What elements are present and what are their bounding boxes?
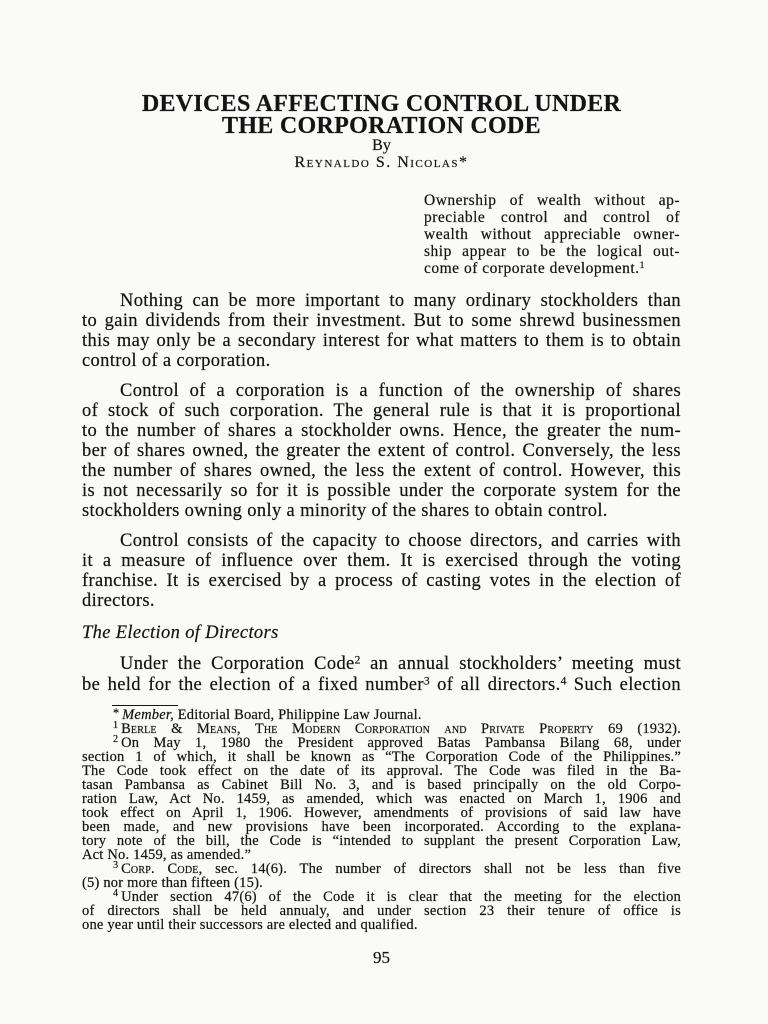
footnote [82,890,681,932]
page-number: 95 [373,948,390,967]
body-line [82,654,681,675]
body-line: Control consists of the capacity to choose directors, and carries with [120,531,681,551]
footnote-text: 69 (1932). [593,721,681,737]
footnote [82,736,681,862]
footnote-line [82,722,681,736]
cited-source: Corp. Code [121,861,199,877]
footnote-text: Editorial Board, Philippine Law Journal. [173,707,422,723]
footnote-line [82,862,681,876]
epigraph-line: ship appear to be the logical out- [424,243,680,260]
body-line: this may only be a secondary interest for what matters to them is to obtain [82,331,681,351]
footnote-line: Act No. 1459, as amended.” [82,847,252,863]
body-line: to the number of shares a stockholder owns. Hence, the greater the num- [82,421,681,441]
footnote-line: The Code took effect on the date of its approval. The Code was filed in the Ba- [82,763,681,779]
body-line: of stock of such corporation. The general rule is that it is proportional [82,401,681,421]
article-title [82,93,681,137]
footnote-mark: 3 [113,860,119,872]
body-line: it a measure of influence over them. It is exercised through the voting [82,551,681,571]
body-line-text: Under the Corporation Code [120,654,355,674]
footnote-line: (5) nor more than fifteen (15). [82,875,263,891]
footnote-line: took effect on April 1, 1906. However, amendments of provisions of said law have [82,805,681,821]
footnotes [82,708,681,932]
body-line: franchise. It is exercised by a process of casting votes in the election of [82,571,681,591]
footnote-line: one year until their successors are elected and qualified. [82,917,418,933]
footnote [82,708,681,722]
footnote-line: ration Law, Act No. 1459, as amended, which was enacted on March 1, 1906 and [82,791,681,807]
body-line: stockholders owning only a minority of the shares to obtain control. [82,501,608,521]
footnote-text: , sec. 14(6). The number of directors shall not be less than five [198,861,681,877]
epigraph-line: Ownership of wealth without ap- [424,192,680,209]
title-line: DEVICES AFFECTING CONTROL UNDER [141,91,622,117]
footnote-text: Under section 47(6) of the Code it is clear that the meeting for the election [121,889,681,905]
footnote-line: tory note of the bill, the Code is “intended to supplant the present Corporation Law, [82,833,681,849]
footnote-line: section 1 of which, it shall be known as “The Corporation Code of the Philippines.” [82,749,681,765]
body-line: directors. [82,591,155,611]
body-line: Control of a corporation is a function of the ownership of shares [120,381,681,401]
footnote-line [82,708,681,722]
footnote-mark: * [113,706,120,721]
epigraph-line: preciable control and control of [424,209,680,226]
byline-by: By [372,137,391,154]
footnote-mark: 4 [113,888,119,900]
author-name: Reynaldo S. Nicolas* [294,154,469,171]
footnote-line: been made, and new provisions have been incorporated. According to the explana- [82,819,681,835]
footnote [82,862,681,890]
footnote-text: On May 1, 1980 the President approved Batas Pambansa Bilang 68, under [121,735,681,751]
footnote-mark: 2 [113,734,119,746]
footnote-mark: 1 [113,720,119,732]
title-line: THE CORPORATION CODE [222,113,541,139]
body-line-text: of all directors. [429,675,561,695]
footnote-ref: 2 [354,654,361,667]
author-role: Member, [122,707,174,723]
body-paragraph [82,291,681,371]
body-paragraph [82,654,681,696]
body-line: control of a corporation. [82,351,271,371]
body-line: ber of shares owned, the greater the extent of control. Conversely, the less [82,441,681,461]
footnote-line [82,736,681,750]
body-line: Nothing can be more important to many ordinary stockholders than [120,291,681,311]
body-line: is not necessarily so for it is possible under the corporate system for the [82,481,681,501]
footnote [82,722,681,736]
footnote-ref: 3 [423,675,430,688]
footnote-line [82,890,681,904]
cited-source: Berle & Means, The Modern Corporation and Private Property [121,721,594,737]
footnote-ref: 4 [560,675,567,688]
body-line: to gain dividends from their investment. But to some shrewd businessmen [82,311,681,331]
body-line-text: an annual stockholders’ meeting must [360,654,682,674]
section-heading: The Election of Directors [82,623,279,643]
body-line-text: Such election [566,675,681,695]
body-line [82,675,681,696]
body-line: the number of shares owned, the less the extent of control. However, this [82,461,681,481]
epigraph-line-text: come of corporate development. [424,260,640,277]
epigraph-line [424,260,680,277]
footnote-ref: 1 [639,260,645,272]
footnote-line: tasan Pambansa as Cabinet Bill No. 3, and is based principally on the old Corpo- [82,777,681,793]
epigraph-line: wealth without appreciable owner- [424,226,680,243]
footnote-separator [112,705,178,706]
body-paragraph [82,381,681,521]
body-line-text: be held for the election of a fixed number [82,675,424,695]
body-paragraph [82,531,681,611]
epigraph-quote [424,192,680,277]
footnote-line: of directors shall be held annualy, and under section 23 their tenure of office is [82,903,681,919]
